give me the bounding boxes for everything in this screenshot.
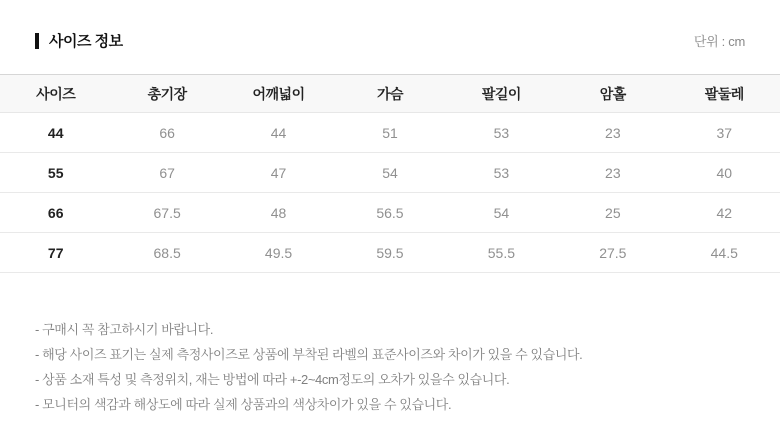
cell-value: 51: [334, 113, 445, 153]
note-line: - 모니터의 색감과 해상도에 따라 실제 상품과의 색상차이가 있을 수 있습니다.: [35, 397, 452, 412]
column-header-size: 사이즈: [0, 75, 111, 113]
size-table-header: [0, 75, 780, 113]
cell-value: 23: [557, 113, 668, 153]
cell-value: 66: [111, 113, 222, 153]
cell-value: 37: [669, 113, 780, 153]
size-table: [0, 74, 780, 273]
cell-value: 53: [446, 153, 557, 193]
header-row: [0, 75, 780, 113]
cell-value: 44.5: [669, 233, 780, 273]
section-title: [35, 30, 123, 51]
cell-value: 56.5: [334, 193, 445, 233]
cell-size: 66: [0, 193, 111, 233]
cell-value: 53: [446, 113, 557, 153]
cell-value: 59.5: [334, 233, 445, 273]
cell-value: 54: [334, 153, 445, 193]
cell-value: 54: [446, 193, 557, 233]
unit-label: 단위 : cm: [693, 34, 745, 49]
cell-value: 67.5: [111, 193, 222, 233]
cell-value: 44: [223, 113, 334, 153]
cell-size: 55: [0, 153, 111, 193]
cell-value: 47: [223, 153, 334, 193]
title-accent-bar-icon: [35, 33, 39, 49]
table-row: [0, 153, 780, 193]
column-header-total-length: 총기장: [111, 75, 222, 113]
column-header-arm-circumference: 팔둘레: [669, 75, 780, 113]
cell-value: 55.5: [446, 233, 557, 273]
cell-value: 40: [669, 153, 780, 193]
column-header-shoulder-width: 어깨넓이: [223, 75, 334, 113]
cell-size: 77: [0, 233, 111, 273]
title-bar: [0, 0, 780, 51]
cell-size: 44: [0, 113, 111, 153]
column-header-armhole: 암홀: [557, 75, 668, 113]
notes-section: [35, 317, 745, 417]
size-table-body: [0, 113, 780, 273]
cell-value: 23: [557, 153, 668, 193]
cell-value: 49.5: [223, 233, 334, 273]
cell-value: 27.5: [557, 233, 668, 273]
note-line: - 구매시 꼭 참고하시기 바랍니다.: [35, 322, 214, 337]
page-title: 사이즈 정보: [49, 33, 123, 50]
cell-value: 42: [669, 193, 780, 233]
cell-value: 67: [111, 153, 222, 193]
table-row: [0, 233, 780, 273]
cell-value: 68.5: [111, 233, 222, 273]
column-header-arm-length: 팔길이: [446, 75, 557, 113]
note-line: - 해당 사이즈 표기는 실제 측정사이즈로 상품에 부착된 라벨의 표준사이즈와 차이가 있을 수 있습니다.: [35, 347, 583, 362]
column-header-chest: 가슴: [334, 75, 445, 113]
cell-value: 48: [223, 193, 334, 233]
table-row: [0, 113, 780, 153]
note-line: - 상품 소재 특성 및 측정위치, 재는 방법에 따라 +-2~4cm정도의 오차가 있을수 있습니다.: [35, 372, 510, 387]
cell-value: 25: [557, 193, 668, 233]
table-row: [0, 193, 780, 233]
